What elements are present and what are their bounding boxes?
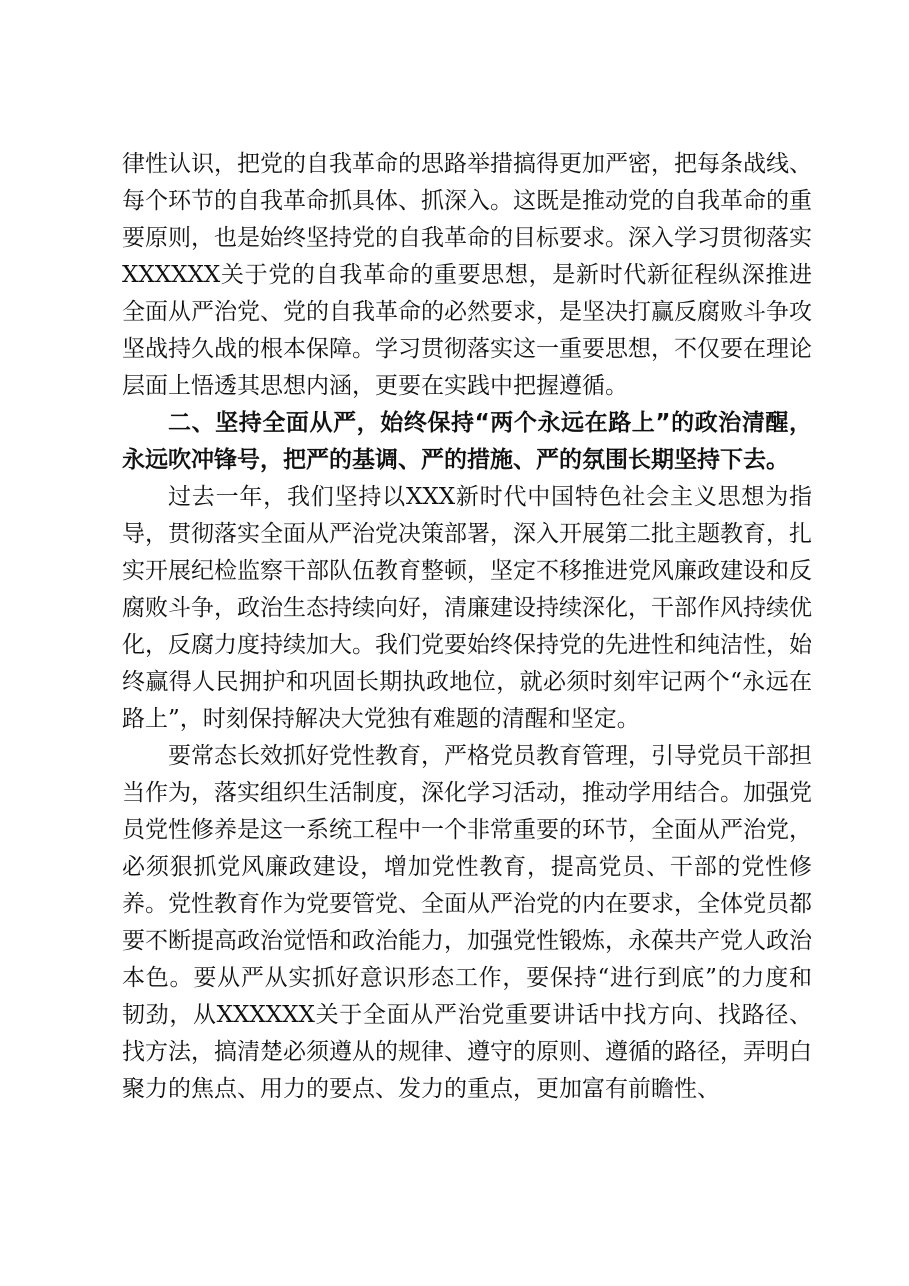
paragraph-party-education: 要常态长效抓好党性教育，严格党员教育管理，引导党员干部担当作为，落实组织生活制度，深化学习活动，推动学用结合。加强党员党性修养是这一系统工程中一个非常重要的环节，全面从严治党，必须狠抓党风廉政建设，增加党性教育，提高党员、干部的党性修养。党性教育作为党要管党、全面从严治党的内在要求，全体党员都要不断提高政治觉悟和政治能力，加强党性锻炼，永葆共产党人政治本色。要从严从实抓好意识形态工作，要保持“进行到底”的力度和韧劲，从XXXXXX关于全面从严治党重要讲话中找方向、找路径、找方法，搞清楚必须遵从的规律、遵守的原则、遵循的路径，弄明白聚力的焦点、用力的要点、发力的重点，更加富有前瞻性、 [122, 743, 812, 1102]
paragraph-continuation: 律性认识，把党的自我革命的思路举措搞得更加严密，把每条战线、每个环节的自我革命抓具体、抓深入。这既是推动党的自我革命的重要原则，也是始终坚持党的自我革命的目标要求。深入学习贯彻落实XXXXXX关于党的自我革命的重要思想，是新时代新征程纵深推进全面从严治党、党的自我革命的必然要求，是坚决打赢反腐败斗争攻坚战持久战的根本保障。学习贯彻落实这一重要思想，不仅要在理论层面上悟透其思想内涵，更要在实践中把握遵循。 [122, 151, 812, 399]
paragraph-past-year: 过去一年，我们坚持以XXX新时代中国特色社会主义思想为指导，贯彻落实全面从严治党决策部署，深入开展第二批主题教育，扎实开展纪检监察干部队伍教育整顿，坚定不移推进党风廉政建设和反腐败斗争，政治生态持续向好，清廉建设持续深化，干部作风持续优化，反腐力度持续加大。我们党要始终保持党的先进性和纯洁性，始终赢得人民拥护和巩固长期执政地位，就必须时刻牢记两个“永远在路上”，时刻保持解决大党独有难题的清醒和坚定。 [122, 484, 812, 732]
section-heading: 二、坚持全面从严，始终保持“两个永远在路上”的政治清醒，永远吹冲锋号，把严的基调、严的措施、严的氛围长期坚持下去。 [122, 410, 812, 473]
document-body [122, 146, 812, 1108]
